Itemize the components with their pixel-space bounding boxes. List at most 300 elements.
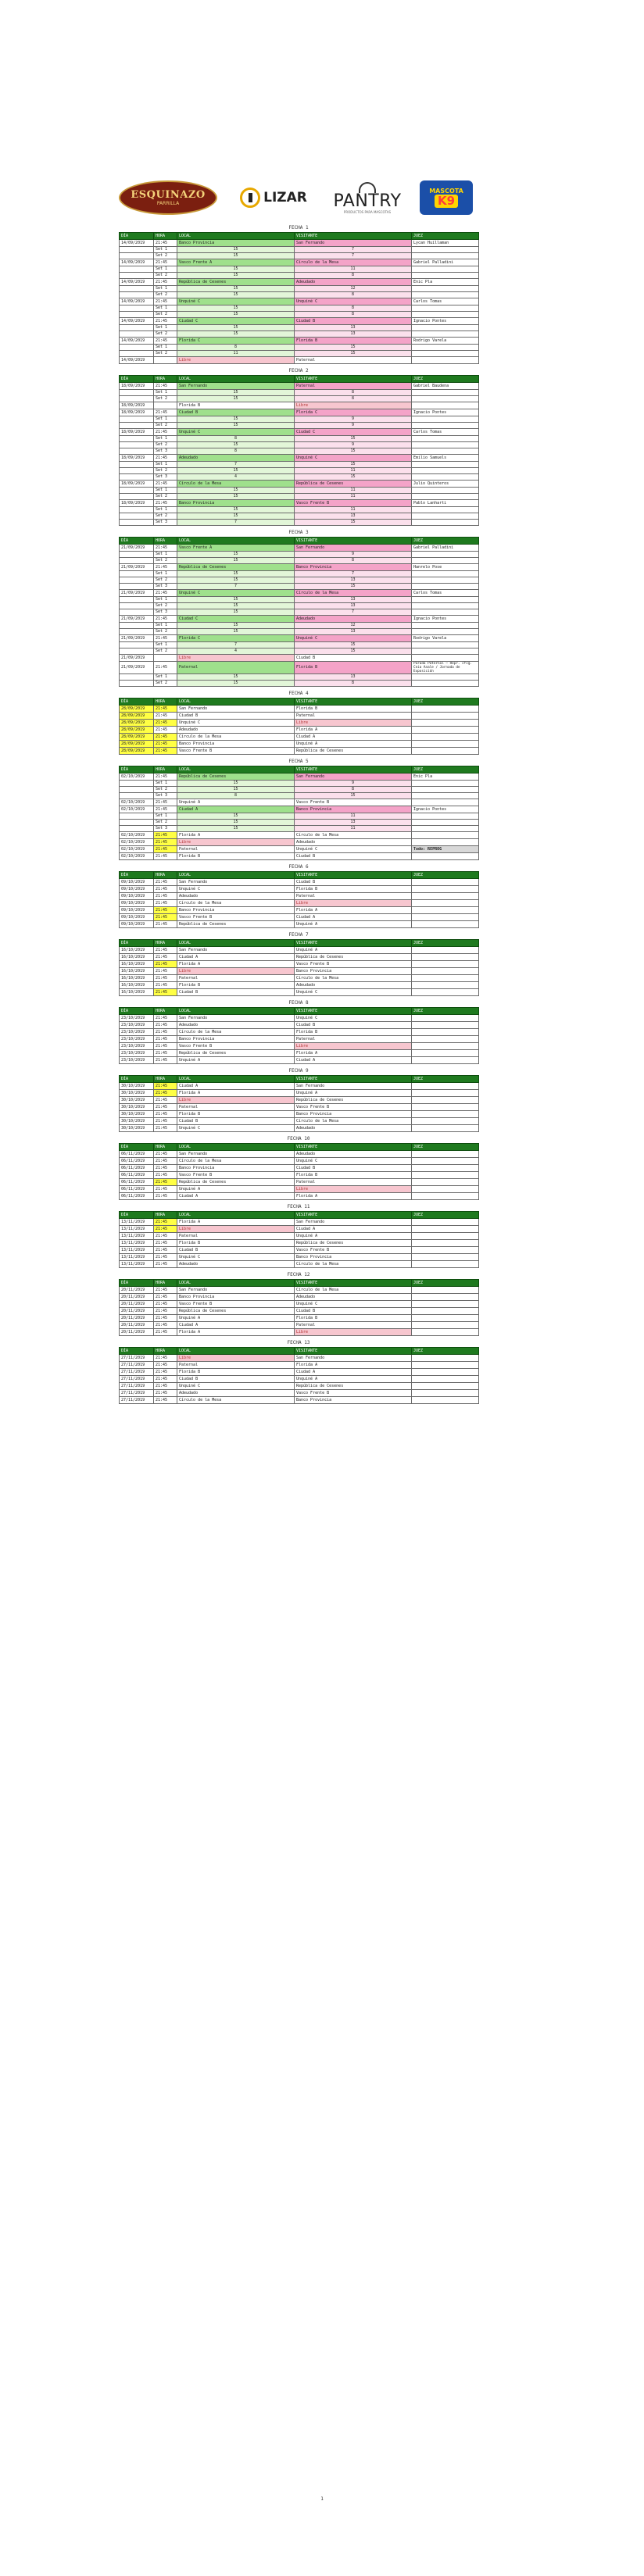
local-set-score: 15 <box>177 681 295 687</box>
match-time: 21:45 <box>154 1036 177 1043</box>
set-label: Set 1 <box>154 597 177 603</box>
round-title: FECHA 5 <box>288 759 309 764</box>
match-judge <box>412 799 479 806</box>
local-team: Unquiné C <box>177 429 295 436</box>
visiting-team: República de Cesenes <box>295 954 412 961</box>
match-row <box>120 1036 479 1043</box>
visit-set-score: 15 <box>295 648 412 655</box>
match-row <box>120 734 479 741</box>
match-date: 06/11/2019 <box>120 1186 154 1193</box>
match-time: 21:45 <box>154 900 177 907</box>
match-row <box>120 1022 479 1029</box>
local-team: San Fernando <box>177 383 295 390</box>
set-row <box>120 674 479 681</box>
set-judge-spacer <box>412 813 479 820</box>
set-row <box>120 558 479 564</box>
set-label: Set 3 <box>154 520 177 526</box>
match-time: 21:45 <box>154 1315 177 1322</box>
set-spacer <box>120 584 154 590</box>
visiting-team: Unquiné C <box>295 989 412 996</box>
local-team: Banco Provincia <box>177 1165 295 1172</box>
local-set-score: 15 <box>177 247 295 253</box>
set-label: Set 2 <box>154 577 177 584</box>
match-date: 16/10/2019 <box>120 954 154 961</box>
set-row <box>120 423 479 429</box>
header-visitante: VISITANTE <box>295 538 412 545</box>
visiting-team: Vasco Frente B <box>295 500 412 507</box>
visiting-team: Círculo de la Mesa <box>295 590 412 597</box>
local-set-score: 15 <box>177 305 295 312</box>
local-set-score: 15 <box>177 292 295 298</box>
fixture-table <box>119 1347 479 1404</box>
visit-set-score: 7 <box>295 247 412 253</box>
match-date: 21/09/2019 <box>120 662 154 674</box>
match-time: 21:45 <box>154 279 177 286</box>
match-row <box>120 1111 479 1118</box>
match-date: 14/09/2019 <box>120 240 154 247</box>
header-hora: HORA <box>154 1212 177 1219</box>
visit-set-score: 8 <box>295 273 412 279</box>
match-judge <box>412 954 479 961</box>
visiting-team: Paternal <box>295 383 412 390</box>
match-row <box>120 338 479 345</box>
set-label: Set 1 <box>154 390 177 396</box>
set-judge-spacer <box>412 681 479 687</box>
match-judge: Ignacio Pontes <box>412 318 479 325</box>
match-row <box>120 799 479 806</box>
set-judge-spacer <box>412 577 479 584</box>
local-team: Adeudado <box>177 893 295 900</box>
fixture-table <box>119 1075 479 1132</box>
match-date: 21/09/2019 <box>120 564 154 571</box>
visiting-team: Florida B <box>295 886 412 893</box>
visiting-team: Círculo de la Mesa <box>295 1118 412 1125</box>
match-date: 27/11/2019 <box>120 1383 154 1390</box>
local-team: Florida B <box>177 982 295 989</box>
visiting-team: Vasco Frente B <box>295 799 412 806</box>
local-set-score: 15 <box>177 325 295 331</box>
match-time: 21:45 <box>154 706 177 713</box>
set-row <box>120 474 479 481</box>
match-judge <box>412 1036 479 1043</box>
set-row <box>120 266 479 273</box>
local-set-score: 15 <box>177 629 295 635</box>
match-date: 21/09/2019 <box>120 635 154 642</box>
fixture-rounds <box>119 221 478 1404</box>
visiting-team: Paternal <box>295 713 412 720</box>
match-time: 21:45 <box>154 1226 177 1233</box>
match-judge <box>412 1219 479 1226</box>
header-visitante: VISITANTE <box>295 698 412 706</box>
set-row <box>120 609 479 616</box>
match-judge <box>412 947 479 954</box>
visit-set-score: 8 <box>295 787 412 793</box>
match-date: 27/11/2019 <box>120 1369 154 1376</box>
local-set-score: 15 <box>177 494 295 500</box>
local-set-score: 15 <box>177 571 295 577</box>
match-date: 13/11/2019 <box>120 1226 154 1233</box>
match-date: 23/10/2019 <box>120 1050 154 1057</box>
k9-logo-main: K9 <box>435 195 458 208</box>
local-set-score: 15 <box>177 396 295 402</box>
match-time: 21:45 <box>154 662 177 674</box>
visiting-team: Adeudado <box>295 982 412 989</box>
match-row <box>120 921 479 928</box>
visiting-team: Banco Provincia <box>295 1254 412 1261</box>
match-judge <box>412 357 479 364</box>
match-judge <box>412 914 479 921</box>
round-title: FECHA 10 <box>287 1136 310 1142</box>
local-set-score: 8 <box>177 793 295 799</box>
match-row <box>120 1247 479 1254</box>
esquinazo-logo-tagline: PARRILLA <box>156 201 180 206</box>
match-judge <box>412 1165 479 1172</box>
match-time: 21:45 <box>154 1322 177 1329</box>
local-set-score: 15 <box>177 273 295 279</box>
fixture-table <box>119 537 479 687</box>
visiting-team: Libre <box>295 720 412 727</box>
visiting-team: Florida A <box>295 907 412 914</box>
match-date: 28/09/2019 <box>120 734 154 741</box>
set-row <box>120 787 479 793</box>
match-judge <box>412 1226 479 1233</box>
match-judge <box>412 1329 479 1336</box>
match-time: 21:45 <box>154 1369 177 1376</box>
set-spacer <box>120 558 154 564</box>
visiting-team: Unquiné A <box>295 741 412 748</box>
set-row <box>120 448 479 455</box>
set-row <box>120 820 479 826</box>
set-spacer <box>120 826 154 832</box>
header-local: LOCAL <box>177 766 295 774</box>
match-time: 21:45 <box>154 500 177 507</box>
match-time: 21:45 <box>154 961 177 968</box>
match-row <box>120 1029 479 1036</box>
set-row <box>120 507 479 513</box>
visiting-team: Vasco Frente B <box>295 1104 412 1111</box>
local-team: Florida A <box>177 832 295 839</box>
round-title: FECHA 11 <box>287 1204 310 1209</box>
visit-set-score: 15 <box>295 474 412 481</box>
set-judge-spacer <box>412 345 479 351</box>
set-row <box>120 520 479 526</box>
match-judge <box>412 1118 479 1125</box>
match-judge <box>412 1315 479 1322</box>
visit-set-score: 13 <box>295 629 412 635</box>
match-date: 06/11/2019 <box>120 1172 154 1179</box>
match-time: 21:45 <box>154 846 177 853</box>
visiting-team: Ciudad A <box>295 1057 412 1064</box>
set-row <box>120 494 479 500</box>
match-judge <box>412 655 479 662</box>
set-spacer <box>120 396 154 402</box>
fixture-table <box>119 698 479 755</box>
local-set-score: 15 <box>177 674 295 681</box>
header-row <box>120 1212 479 1219</box>
match-judge <box>412 1158 479 1165</box>
match-row <box>120 1193 479 1200</box>
visiting-team: Unquiné C <box>295 298 412 305</box>
match-row <box>120 1362 479 1369</box>
set-judge-spacer <box>412 396 479 402</box>
match-judge <box>412 1193 479 1200</box>
header-hora: HORA <box>154 1076 177 1083</box>
local-set-score: 15 <box>177 781 295 787</box>
visiting-team: San Fernando <box>295 545 412 552</box>
match-judge <box>412 1043 479 1050</box>
set-judge-spacer <box>412 423 479 429</box>
set-spacer <box>120 312 154 318</box>
local-set-score: 15 <box>177 507 295 513</box>
set-row <box>120 345 479 351</box>
visit-set-score: 13 <box>295 597 412 603</box>
set-judge-spacer <box>412 266 479 273</box>
fixture-table <box>119 375 479 526</box>
fixture-table <box>119 232 479 364</box>
local-set-score: 15 <box>177 468 295 474</box>
match-time: 21:45 <box>154 1057 177 1064</box>
header-hora: HORA <box>154 1008 177 1015</box>
set-judge-spacer <box>412 520 479 526</box>
visiting-team: Ciudad B <box>295 318 412 325</box>
header-dia: DÍA <box>120 1280 154 1287</box>
match-date: 27/11/2019 <box>120 1397 154 1404</box>
visit-set-score: 13 <box>295 331 412 338</box>
visiting-team: Círculo de la Mesa <box>295 1261 412 1268</box>
match-date: 28/09/2019 <box>120 706 154 713</box>
visit-set-score: 12 <box>295 286 412 292</box>
match-time: 21:45 <box>154 635 177 642</box>
set-spacer <box>120 247 154 253</box>
header-visitante: VISITANTE <box>295 872 412 879</box>
set-row <box>120 247 479 253</box>
set-spacer <box>120 390 154 396</box>
match-time: 21:45 <box>154 240 177 247</box>
local-team: Unquiné C <box>177 298 295 305</box>
header-dia: DÍA <box>120 1008 154 1015</box>
set-label: Set 2 <box>154 787 177 793</box>
local-team: Florida B <box>177 402 295 409</box>
visiting-team: República de Cesenes <box>295 748 412 755</box>
local-team: Paternal <box>177 975 295 982</box>
local-set-score: 7 <box>177 584 295 590</box>
match-date: 28/09/2019 <box>120 720 154 727</box>
match-time: 21:45 <box>154 893 177 900</box>
local-team: Ciudad A <box>177 954 295 961</box>
round-title: FECHA 6 <box>288 864 309 870</box>
match-time: 21:45 <box>154 455 177 462</box>
local-set-score: 15 <box>177 597 295 603</box>
match-row <box>120 1151 479 1158</box>
set-label: Set 1 <box>154 674 177 681</box>
match-time: 21:45 <box>154 1029 177 1036</box>
match-row <box>120 846 479 853</box>
fixture-table <box>119 1007 479 1064</box>
match-date: 02/10/2019 <box>120 839 154 846</box>
header-row <box>120 1348 479 1355</box>
set-spacer <box>120 793 154 799</box>
visit-set-score: 11 <box>295 468 412 474</box>
visiting-team: Ciudad B <box>295 1022 412 1029</box>
set-label: Set 1 <box>154 286 177 292</box>
match-time: 21:45 <box>154 409 177 416</box>
header-dia: DÍA <box>120 940 154 947</box>
match-date: 18/09/2019 <box>120 402 154 409</box>
visiting-team: San Fernando <box>295 1355 412 1362</box>
visiting-team: Florida A <box>295 1050 412 1057</box>
visiting-team: Unquiné C <box>295 635 412 642</box>
set-label: Set 3 <box>154 474 177 481</box>
match-time: 21:45 <box>154 839 177 846</box>
local-team: República de Cesenes <box>177 279 295 286</box>
set-judge-spacer <box>412 351 479 357</box>
match-date: 14/09/2019 <box>120 318 154 325</box>
set-spacer <box>120 273 154 279</box>
match-date: 18/09/2019 <box>120 383 154 390</box>
match-time: 21:45 <box>154 1179 177 1186</box>
local-team: Paternal <box>177 846 295 853</box>
local-team: Paternal <box>177 1233 295 1240</box>
match-judge: Pablo Lanharti <box>412 500 479 507</box>
visit-set-score: 15 <box>295 793 412 799</box>
local-set-score: 15 <box>177 787 295 793</box>
header-local: LOCAL <box>177 940 295 947</box>
match-row <box>120 1083 479 1090</box>
match-row <box>120 1322 479 1329</box>
set-judge-spacer <box>412 558 479 564</box>
visiting-team: Unquiné A <box>295 1376 412 1383</box>
local-team: Unquiné C <box>177 1254 295 1261</box>
set-row <box>120 584 479 590</box>
set-row <box>120 577 479 584</box>
match-date: 30/10/2019 <box>120 1111 154 1118</box>
match-judge <box>412 1125 479 1132</box>
set-spacer <box>120 442 154 448</box>
set-judge-spacer <box>412 416 479 423</box>
local-team: República de Cesenes <box>177 564 295 571</box>
visiting-team: Círculo de la Mesa <box>295 1287 412 1294</box>
local-set-score: 11 <box>177 351 295 357</box>
local-set-score: 15 <box>177 603 295 609</box>
match-row <box>120 1172 479 1179</box>
match-date: 27/11/2019 <box>120 1390 154 1397</box>
visiting-team: Vasco Frente B <box>295 1390 412 1397</box>
visiting-team: Adeudado <box>295 1294 412 1301</box>
visiting-team: Unquiné C <box>295 1158 412 1165</box>
set-judge-spacer <box>412 513 479 520</box>
match-row <box>120 879 479 886</box>
header-juez: JUEZ <box>412 766 479 774</box>
header-juez: JUEZ <box>412 538 479 545</box>
set-spacer <box>120 520 154 526</box>
visit-set-score: 9 <box>295 423 412 429</box>
header-juez: JUEZ <box>412 1348 479 1355</box>
visiting-team: República de Cesenes <box>295 1240 412 1247</box>
local-set-score: 15 <box>177 331 295 338</box>
fixture-table <box>119 871 479 928</box>
local-team: Vasco Frente A <box>177 259 295 266</box>
match-time: 21:45 <box>154 1118 177 1125</box>
visit-set-score: 8 <box>295 558 412 564</box>
header-local: LOCAL <box>177 1144 295 1151</box>
match-judge: Ignacio Pontes <box>412 806 479 813</box>
visiting-team: Libre <box>295 402 412 409</box>
set-spacer <box>120 266 154 273</box>
set-row <box>120 305 479 312</box>
set-row <box>120 436 479 442</box>
match-date: 14/09/2019 <box>120 259 154 266</box>
match-judge: Ignacio Pontes <box>412 616 479 623</box>
local-team: Adeudado <box>177 1261 295 1268</box>
match-judge <box>412 839 479 846</box>
set-spacer <box>120 474 154 481</box>
set-label: Set 2 <box>154 312 177 318</box>
match-judge <box>412 1083 479 1090</box>
header-local: LOCAL <box>177 376 295 383</box>
match-time: 21:45 <box>154 1151 177 1158</box>
local-team: Ciudad B <box>177 409 295 416</box>
local-team: Ciudad C <box>177 318 295 325</box>
match-time: 21:45 <box>154 1083 177 1090</box>
match-judge <box>412 1022 479 1029</box>
set-spacer <box>120 781 154 787</box>
set-spacer <box>120 577 154 584</box>
local-team: Florida A <box>177 961 295 968</box>
visiting-team: Adeudado <box>295 839 412 846</box>
set-spacer <box>120 507 154 513</box>
local-team: Libre <box>177 1355 295 1362</box>
round-title: FECHA 9 <box>288 1068 309 1074</box>
match-row <box>120 1355 479 1362</box>
match-row <box>120 886 479 893</box>
visit-set-score: 15 <box>295 462 412 468</box>
match-time: 21:45 <box>154 713 177 720</box>
match-row <box>120 279 479 286</box>
match-row <box>120 402 479 409</box>
set-row <box>120 571 479 577</box>
local-team: San Fernando <box>177 706 295 713</box>
visiting-team: Ciudad A <box>295 1226 412 1233</box>
match-time: 21:45 <box>154 806 177 813</box>
match-row <box>120 1043 479 1050</box>
header-dia: DÍA <box>120 1212 154 1219</box>
header-row <box>120 1076 479 1083</box>
set-label: Set 2 <box>154 648 177 655</box>
match-judge <box>412 748 479 755</box>
local-team: Círculo de la Mesa <box>177 1397 295 1404</box>
match-date: 09/10/2019 <box>120 907 154 914</box>
header-local: LOCAL <box>177 538 295 545</box>
visit-set-score: 13 <box>295 577 412 584</box>
set-judge-spacer <box>412 488 479 494</box>
visiting-team: Florida B <box>295 706 412 713</box>
match-row <box>120 429 479 436</box>
fixture-table <box>119 766 479 860</box>
visit-set-score: 13 <box>295 325 412 331</box>
match-date: 02/10/2019 <box>120 799 154 806</box>
match-date: 09/10/2019 <box>120 900 154 907</box>
match-judge <box>412 1369 479 1376</box>
match-date: 09/10/2019 <box>120 886 154 893</box>
local-team: Ciudad A <box>177 806 295 813</box>
match-judge <box>412 1233 479 1240</box>
set-spacer <box>120 345 154 351</box>
match-judge <box>412 1057 479 1064</box>
match-row <box>120 590 479 597</box>
visiting-team: San Fernando <box>295 774 412 781</box>
local-team: Florida B <box>177 1369 295 1376</box>
match-judge <box>412 961 479 968</box>
